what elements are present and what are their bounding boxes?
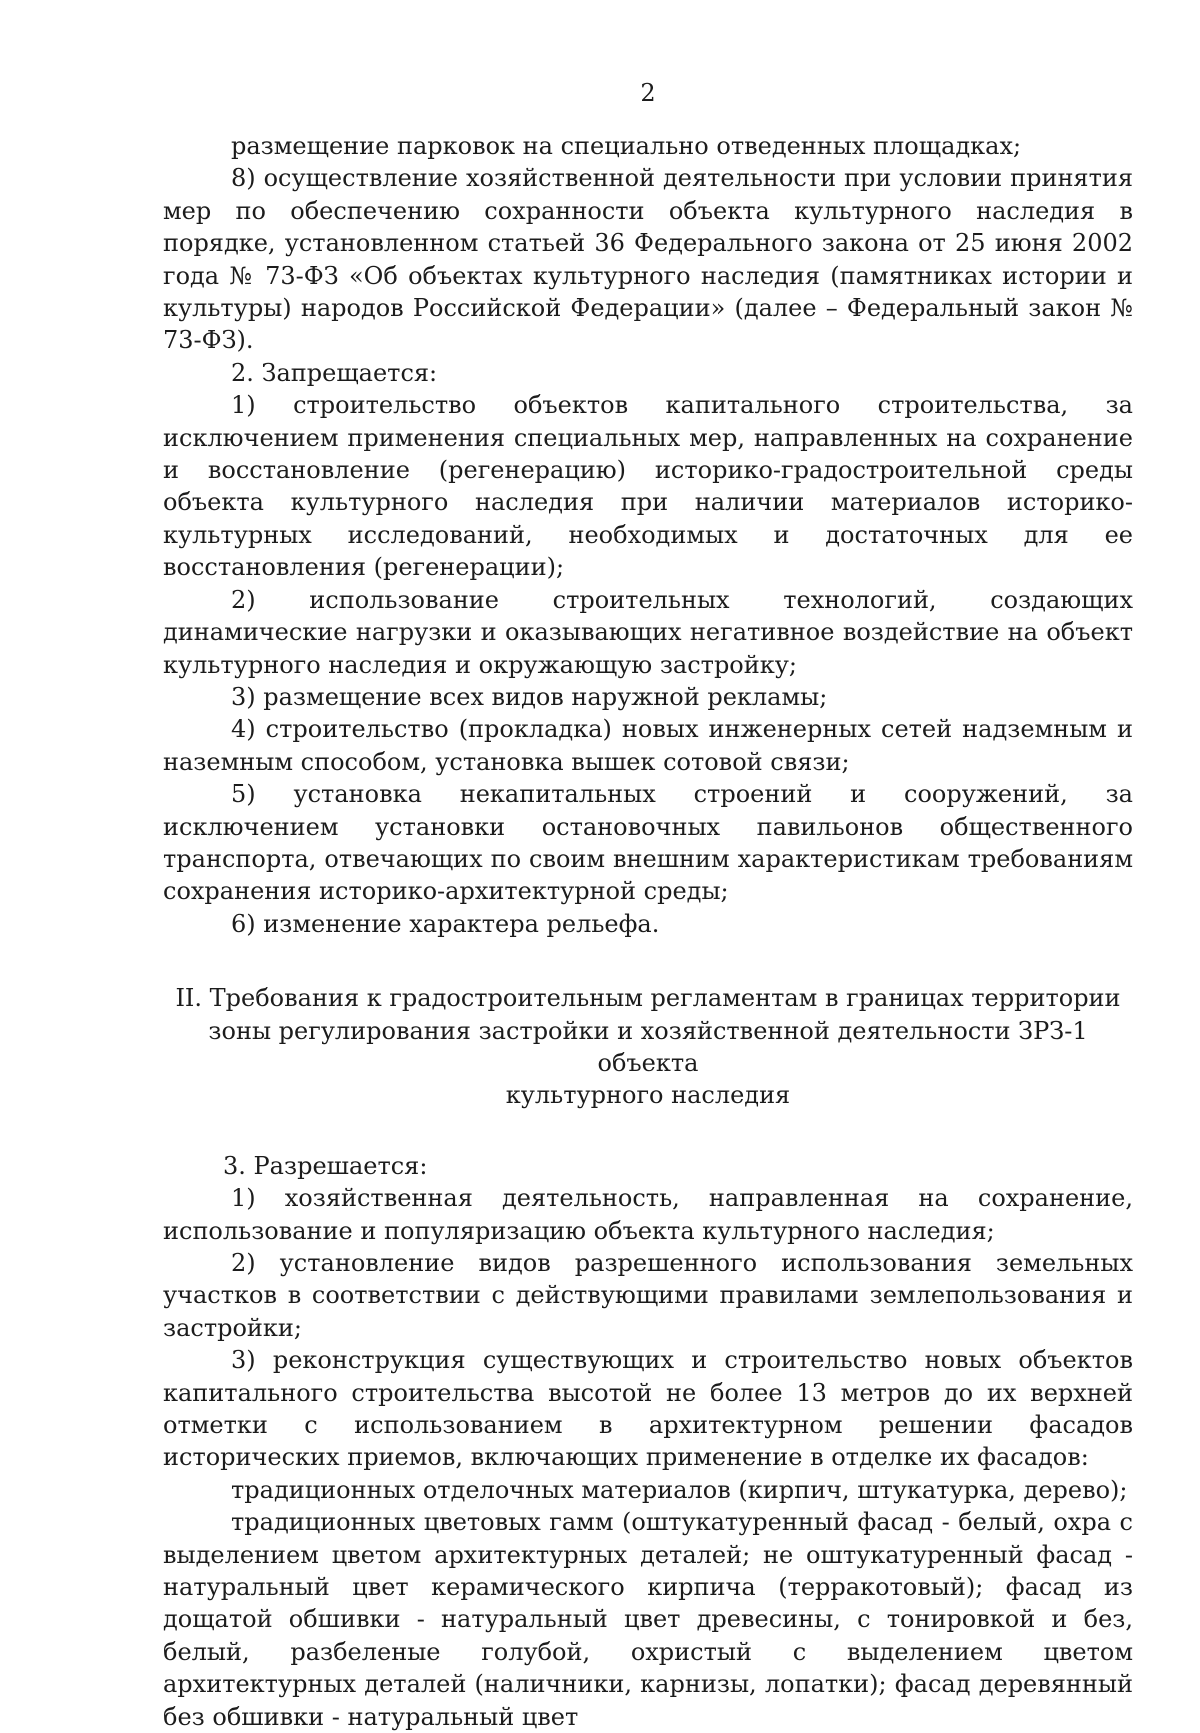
section-2-title-line-3: культурного наследия xyxy=(505,1081,791,1110)
paragraph-prohibited-2: 2) использование строительных технологий, создающих динамические нагрузки и оказывающих негативное воздействие на объект культурного наследия и окружающую застройку; xyxy=(163,585,1133,679)
page-number: 2 xyxy=(640,79,656,107)
section-2-title-line-2: зоны регулирования застройки и хозяйственной деятельности ЗРЗ-1 объекта xyxy=(208,1016,1088,1077)
section-2-title xyxy=(163,982,1133,1112)
paragraph-prohibited-3: 3) размещение всех видов наружной рекламы; xyxy=(231,682,828,711)
paragraph-parking: размещение парковок на специально отведенных площадках; xyxy=(231,132,1022,160)
document-body xyxy=(163,130,1133,1733)
paragraph-item-8: 8) осуществление хозяйственной деятельности при условии принятия мер по обеспечению сохранности объекта культурного наследия в порядке, установленном статьей 36 Федерального закона от 25 июня 2002 года № 73-ФЗ «Об объектах культурного наследия (памятниках истории и культуры) народов Российской Федерации» (далее – Федеральный закон № 73-ФЗ). xyxy=(163,164,1133,355)
paragraph-prohibited-5: 5) установка некапитальных строений и сооружений, за исключением установки остановочных павильонов общественного транспорта, отвечающих по своим внешним характеристикам требованиям сохранения историко-архитектурной среды; xyxy=(163,780,1133,906)
paragraph-allowed-2: 2) установление видов разрешенного использования земельных участков в соответствии с действующими правилами землепользования и застройки; xyxy=(163,1249,1133,1342)
paragraph-finishing-materials: традиционных отделочных материалов (кирпич, штукатурка, дерево); xyxy=(231,1475,1128,1504)
paragraph-prohibited-heading: 2. Запрещается: xyxy=(231,358,438,387)
section-2-title-line-1: II. Требования к градостроительным регламентам в границах территории xyxy=(175,984,1121,1013)
paragraph-allowed-1: 1) хозяйственная деятельность, направленная на сохранение, использование и популяризацию объекта культурного наследия; xyxy=(163,1184,1133,1245)
paragraph-prohibited-1: 1) строительство объектов капитального строительства, за исключением применения специальных мер, направленных на сохранение и восстановление (регенерацию) историко-градостроительной среды объекта культурного наследия при наличии материалов историко-культурных исследований, необходимых и достаточных для ее восстановления (регенерации); xyxy=(163,391,1133,582)
paragraph-allowed-3: 3) реконструкция существующих и строительство новых объектов капитального строительства высотой не более 13 метров до их верхней отметки с использованием в архитектурном решении фасадов исторических приемов, включающих применение в отделке их фасадов: xyxy=(163,1346,1133,1472)
paragraph-prohibited-6: 6) изменение характера рельефа. xyxy=(231,909,660,938)
paragraph-prohibited-4: 4) строительство (прокладка) новых инженерных сетей надземным и наземным способом, установка вышек сотовой связи; xyxy=(163,715,1133,776)
paragraph-allowed-heading: 3. Разрешается: xyxy=(223,1151,428,1180)
paragraph-color-schemes: традиционных цветовых гамм (оштукатуренный фасад - белый, охра с выделением цветом архитектурных деталей; не оштукатуренный фасад - натуральный цвет керамического кирпича (терракотовый); фасад из дощатой обшивки - натуральный цвет древесины, с тонировкой и без, белый, разбеленые голубой, охристый с выделением цветом архитектурных деталей (наличники, карнизы, лопатки); фасад деревянный без обшивки - натуральный цвет xyxy=(163,1508,1133,1731)
